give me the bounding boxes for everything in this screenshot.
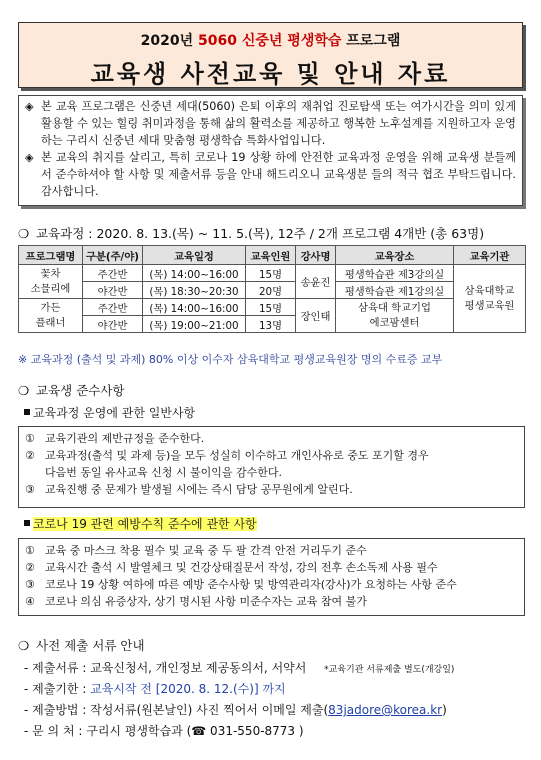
list-item: ② 교육과정(출석 및 과제 등)을 모두 성실히 이수하고 개인사유로 중도 포기할 경우 다음번 동일 유사교육 신청 시 불이익을 감수한다.: [25, 449, 429, 479]
count-cell: 15명: [246, 265, 296, 282]
submission-heading: [18, 636, 145, 654]
schedule-cell: (목) 18:30~20:30: [143, 282, 246, 299]
table-row: [19, 265, 526, 282]
rules-heading-text: 교육생 준수사항: [36, 383, 125, 398]
course-heading: [18, 224, 484, 242]
circle-bullet-icon: ❍: [18, 383, 30, 398]
general-rules-box: [18, 426, 525, 508]
table-row: [19, 299, 526, 316]
count-cell: 15명: [246, 299, 296, 316]
course-heading-text: 교육과정 : 2020. 8. 13.(목) ~ 11. 5.(목), 12주 / 2개 프로그램 4개반 (총 63명): [36, 226, 485, 241]
program-name-cell: 가든 플래너: [19, 299, 83, 333]
general-subheading-text: 교육과정 운영에 관한 일반사항: [33, 406, 196, 420]
circle-bullet-icon: ❍: [18, 226, 30, 241]
title-box: [18, 22, 523, 88]
title-year: 2020년: [140, 33, 194, 49]
diamond-bullet-icon: ◈: [25, 151, 34, 164]
instructor-cell: 송윤진: [296, 265, 336, 299]
course-note: ※ 교육과정 (출석 및 과제) 80% 이상 이수자 삼육대학교 평생교육원장 명의 수료증 교부: [18, 353, 443, 366]
title-highlight: 신중년 평생학습: [241, 33, 342, 49]
schedule-cell: (목) 19:00~21:00: [143, 316, 246, 333]
place-cell: 평생학습관 제3강의실: [336, 265, 454, 282]
diamond-bullet-icon: ◈: [25, 100, 34, 113]
general-subheading: [24, 404, 195, 421]
deadline-row: - 제출기한 : 교육시작 전 [2020. 8. 12.(수)] 까지: [24, 682, 286, 696]
course-table: [18, 245, 526, 333]
submission-heading-text: 사전 제출 서류 안내: [36, 638, 145, 653]
intro-paragraph: [25, 98, 516, 149]
count-cell: 20명: [246, 282, 296, 299]
table-row: [19, 282, 526, 299]
title-suffix: 프로그램: [346, 33, 401, 49]
count-cell: 13명: [246, 316, 296, 333]
email-link[interactable]: 83jadore@korea.kr: [328, 703, 443, 717]
intro-text: 본 교육 프로그램은 신중년 세대(5060) 은퇴 이후의 재취업 진로탐색 또는 여가시간을 의미 있게 활용할 수 있는 힐링 취미과정을 통해 삶의 활력소를 제공하고 행복한 노후설계를 지원하고자 운영하는 구리시 신중년 세대 맞춤형 평생학습 특화사업입니다.: [41, 100, 516, 147]
covid-subheading: [24, 515, 257, 532]
header-count: 교육인원: [246, 246, 296, 265]
intro-text: 본 교육의 취지를 살리고, 특히 코로나 19 상황 하에 안전한 교육과정 운영을 위해 교육생 분들께서 준수하셔야 할 사항 및 제출서류 등을 안내 해드리오니 교육생분 들의 적극 협조 부탁드립니다. 감사합니다.: [41, 151, 516, 198]
division-cell: 주간반: [83, 299, 143, 316]
rules-heading: [18, 381, 125, 399]
header-division: 구분(주/야): [83, 246, 143, 265]
contact-row: - 문 의 처 : 구리시 평생학습과 (☎ 031-550-8773 ): [24, 724, 304, 738]
header-program: 프로그램명: [19, 246, 83, 265]
table-header-row: [19, 246, 526, 265]
covid-subheading-text: 코로나 19 관련 예방수칙 준수에 관한 사항: [33, 517, 257, 531]
division-cell: 주간반: [83, 265, 143, 282]
division-cell: 야간반: [83, 282, 143, 299]
list-item: ① 교육기관의 제반규정을 준수한다.: [25, 432, 205, 445]
schedule-cell: (목) 14:00~16:00: [143, 299, 246, 316]
circle-bullet-icon: ❍: [18, 638, 30, 653]
schedule-cell: (목) 14:00~16:00: [143, 265, 246, 282]
docs-note: *교육기관 서류제출 별도(개강일): [324, 665, 455, 675]
page-title: 교육생 사전교육 및 안내 자료: [90, 60, 451, 88]
place-cell: 평생학습관 제1강의실: [336, 282, 454, 299]
instructor-cell: 장인태: [296, 299, 336, 333]
list-item: ② 교육시간 출석 시 발열체크 및 건강상태질문서 작성, 강의 전후 손소독제 사용 필수: [25, 561, 438, 574]
institution-cell: 삼육대학교 평생교육원: [454, 265, 526, 333]
title-subtitle: [19, 30, 522, 50]
header-institution: 교육기관: [454, 246, 526, 265]
header-place: 교육장소: [336, 246, 454, 265]
square-bullet-icon: [24, 409, 30, 415]
list-item: ① 교육 중 마스크 착용 필수 및 교육 중 두 팔 간격 안전 거리두기 준수: [25, 544, 367, 557]
docs-row: - 제출서류 : 교육신청서, 개인정보 제공동의서, 서약서 *교육기관 서류제출 별도(개강일): [24, 661, 455, 675]
deadline-value: 교육시작 전 [2020. 8. 12.(수)] 까지: [90, 682, 286, 696]
covid-rules-box: [18, 538, 525, 616]
intro-box: [18, 95, 523, 206]
square-bullet-icon: [24, 520, 30, 526]
header-instructor: 강사명: [296, 246, 336, 265]
place-cell: 삼육대 학교기업 에코팜센터: [336, 299, 454, 333]
intro-paragraph: [25, 149, 516, 200]
list-item: ③ 교육진행 중 문제가 발생될 시에는 즉시 담당 공무원에게 알린다.: [25, 483, 353, 496]
title-number: 5060: [198, 33, 237, 49]
list-item: ③ 코로나 19 상황 여하에 따른 예방 준수사항 및 방역관리자(강사)가 요청하는 사항 준수: [25, 578, 457, 591]
program-name-cell: 꽃차 소믈리에: [19, 265, 83, 299]
method-row: - 제출방법 : 작성서류(원본날인) 사진 찍어서 이메일 제출(83jadore@korea.kr): [24, 703, 447, 717]
list-item: ④ 코로나 의심 유증상자, 상기 명시된 사항 미준수자는 교육 참여 불가: [25, 595, 367, 608]
division-cell: 야간반: [83, 316, 143, 333]
header-schedule: 교육일정: [143, 246, 246, 265]
